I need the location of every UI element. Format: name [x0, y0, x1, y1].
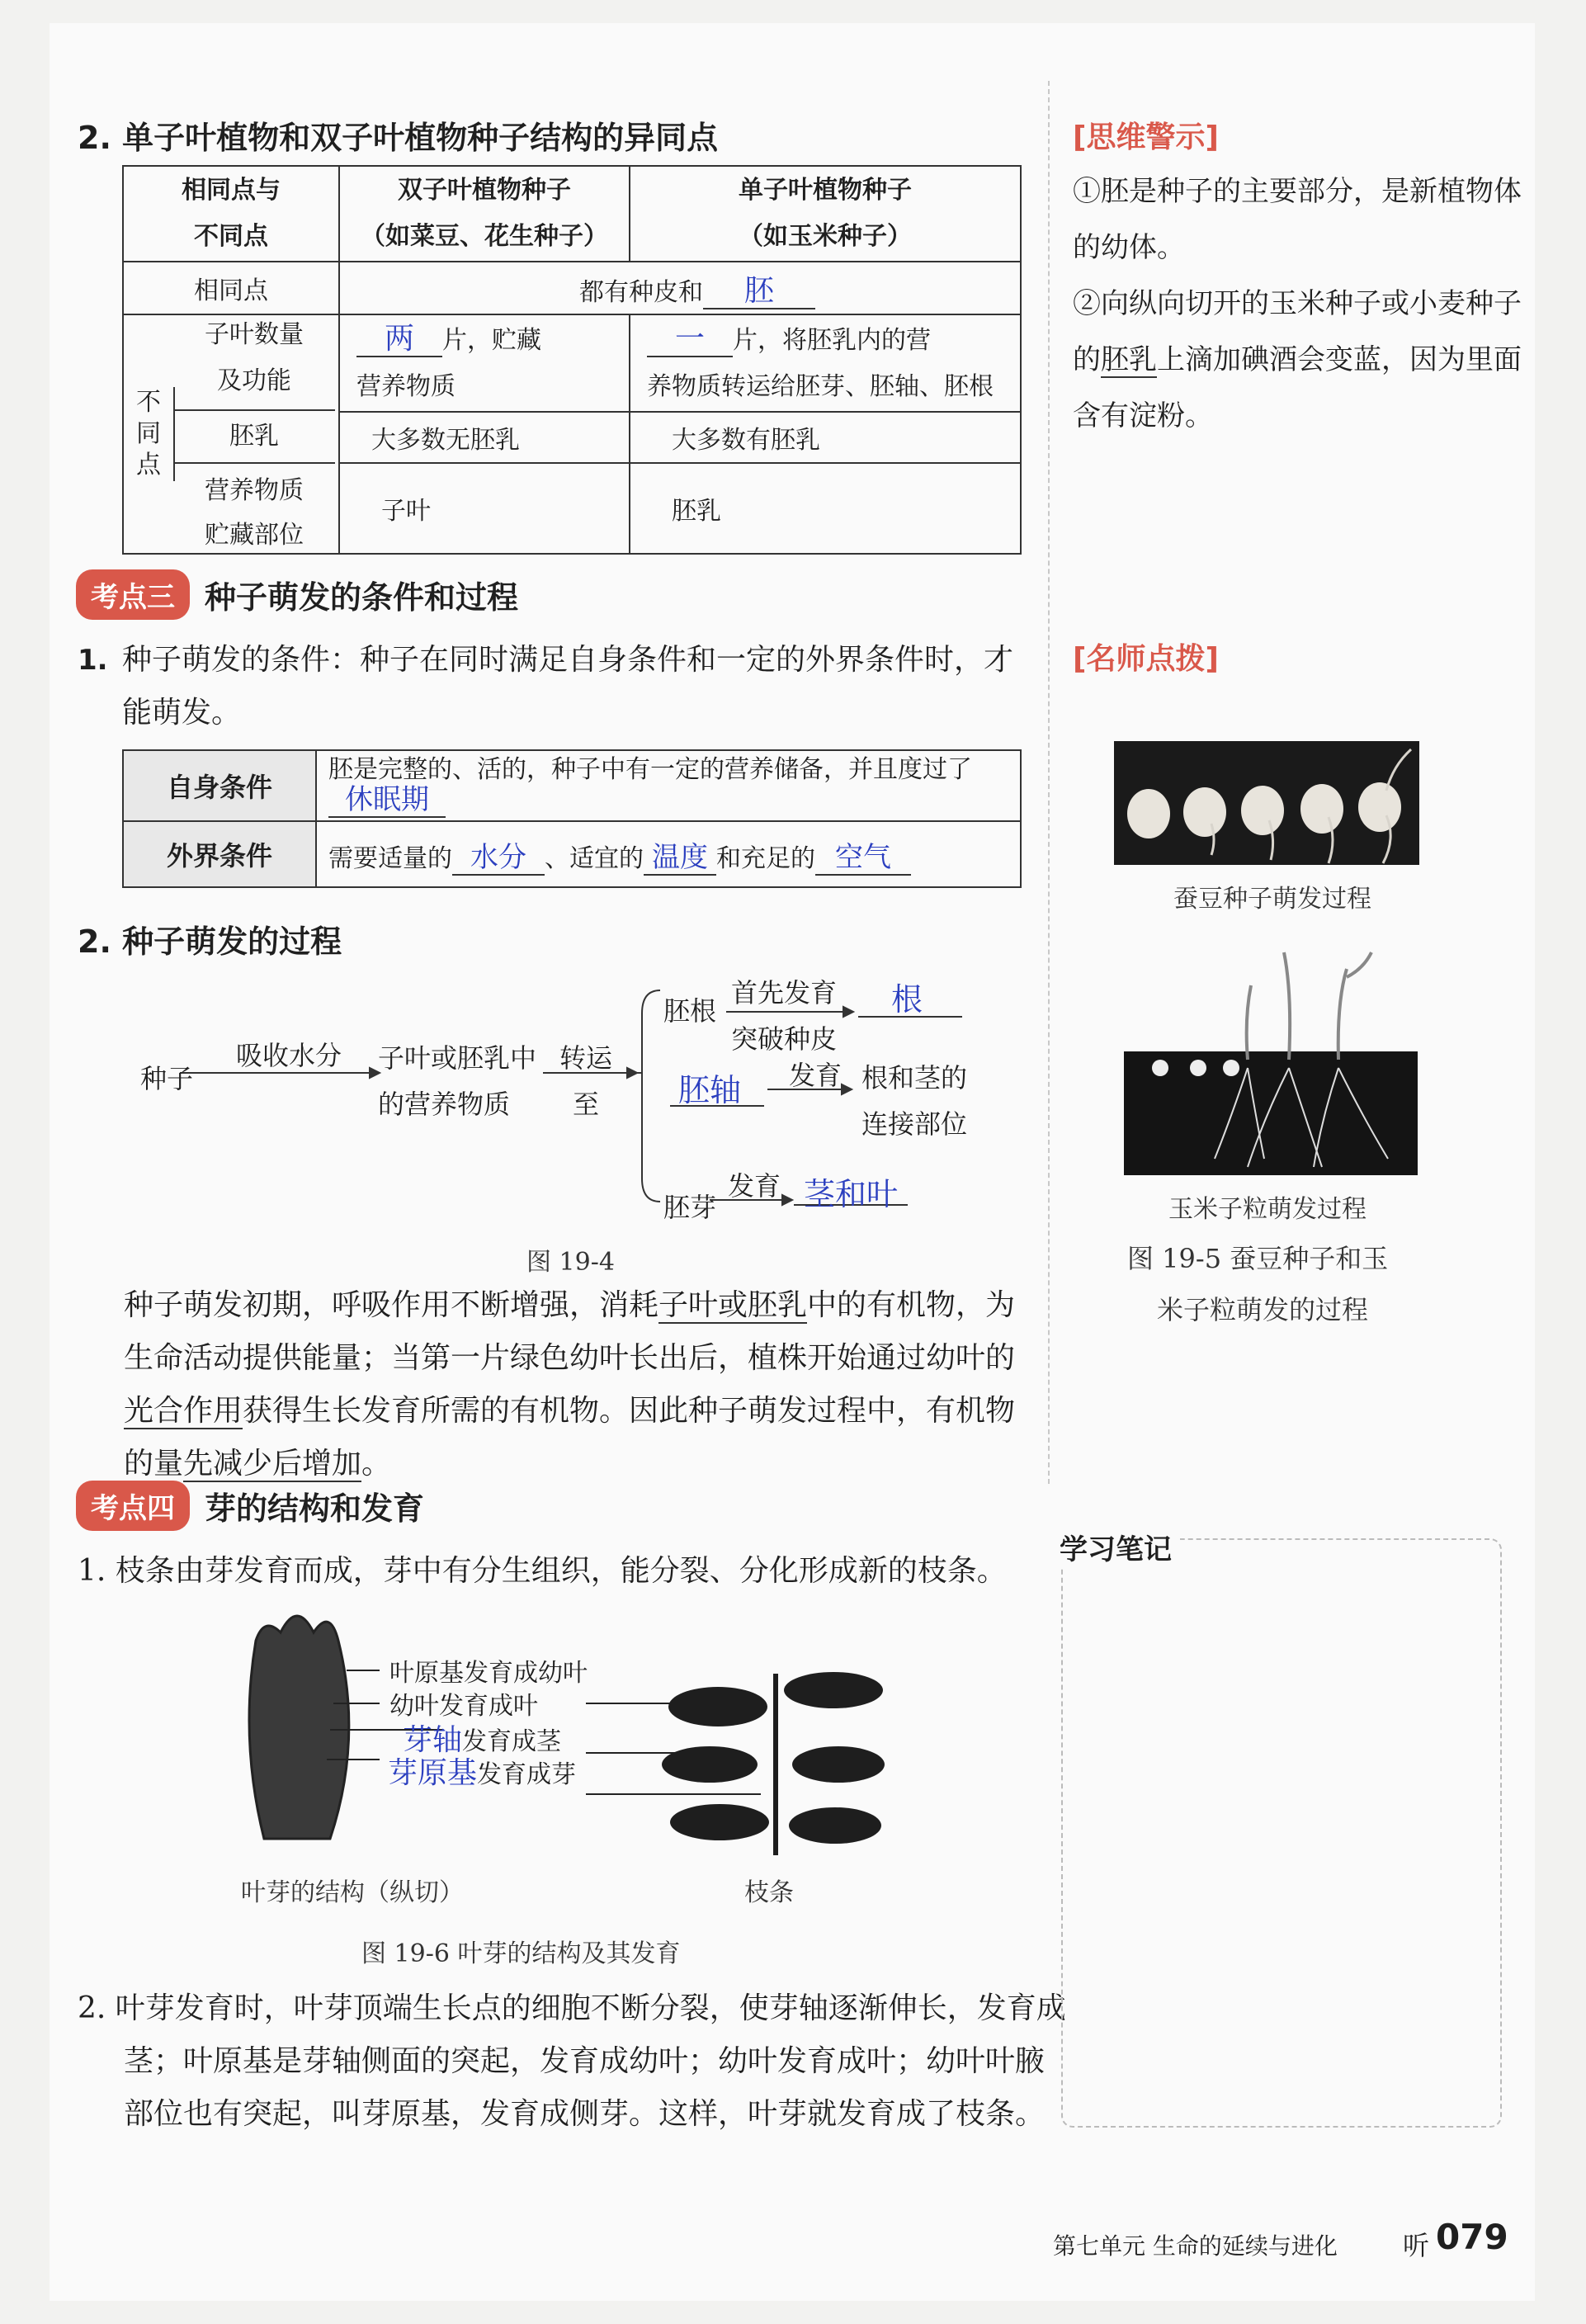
- caption-text: 米子粒萌发的过程: [1157, 1294, 1369, 1325]
- row-label: 胚乳: [173, 409, 335, 464]
- flow-text: 的营养物质: [378, 1089, 511, 1120]
- cell-text: 片，贮藏: [442, 326, 542, 355]
- underlined-text: 先减少后增加: [183, 1447, 362, 1481]
- sidebar-divider: [1048, 81, 1050, 1484]
- figure-caption: [1127, 1233, 1388, 1335]
- flow-label: 首先发育: [731, 977, 838, 1008]
- text: 上滴加碘酒会变蓝，因为里面含有淀粉。: [1073, 343, 1522, 432]
- row-label: 相同点: [123, 262, 339, 314]
- header-text: 双子叶植物种子: [398, 176, 571, 205]
- footer-listen: 听: [1403, 2230, 1430, 2261]
- paragraph: 1. 枝条由芽发育而成，芽中有分生组织，能分裂、分化形成新的枝条。: [78, 1554, 1007, 1588]
- cell: 大多数无胚乳: [339, 412, 630, 463]
- answer: 两: [356, 322, 442, 357]
- underlined-text: 子叶或胚乳: [658, 1288, 808, 1322]
- bud-label-text: 发育成茎: [462, 1727, 562, 1756]
- image-caption: 玉米子粒萌发过程: [1168, 1195, 1367, 1224]
- row-label-text: 贮藏部位: [205, 521, 304, 550]
- cell: 胚乳: [630, 463, 1021, 554]
- bean-seeds-illustration: [1114, 741, 1419, 865]
- bud-label: 幼叶发育成叶: [389, 1692, 538, 1721]
- bud-label-text: 发育成芽: [477, 1760, 577, 1789]
- answer: 一: [647, 322, 733, 357]
- text: 种子萌发初期，呼吸作用不断增强，消耗: [124, 1288, 659, 1322]
- flow-label: 发育: [789, 1060, 843, 1091]
- flow-node-radicle: 胚根: [663, 995, 717, 1027]
- bud-diagram: [50, 23, 1048, 2004]
- figure-label: 枝条: [744, 1878, 794, 1907]
- row-label: 外界条件: [123, 821, 316, 887]
- caption-text: 图 19-5 蚕豆种子和玉: [1127, 1243, 1389, 1274]
- header-text: （如菜豆、花生种子）: [361, 222, 608, 251]
- flow-node-seed: 种子: [140, 1063, 194, 1094]
- bud-label: 叶原基发育成幼叶: [389, 1659, 588, 1688]
- row-label-text: 营养物质: [205, 476, 304, 505]
- item-number: 1.: [78, 644, 108, 677]
- answer: 温度: [644, 841, 716, 876]
- flow-text: 连接部位: [861, 1108, 968, 1140]
- header-text: 单子叶植物种子: [739, 176, 912, 205]
- sidebar-text: [1073, 163, 1535, 444]
- notes-title: 学习笔记: [1060, 1527, 1180, 1567]
- row-label-text: 及功能: [217, 366, 291, 395]
- answer: 水分: [452, 841, 545, 876]
- sidebar-paragraph: ①胚是种子的主要部分，是新植物体的幼体。: [1073, 175, 1522, 264]
- flow-text: 转运: [559, 1042, 613, 1074]
- item-heading: 2. 种子萌发的过程: [78, 923, 342, 960]
- row-label: 不同点: [136, 388, 161, 479]
- answer: 胚: [703, 274, 815, 309]
- cell-text: 片，将胚乳内的营: [733, 326, 932, 355]
- cell-text: 都有种皮和: [579, 277, 703, 307]
- cell-text: 、适宜的: [545, 843, 644, 873]
- sidebar-title: [思维警示]: [1073, 120, 1219, 154]
- answer: 根: [891, 981, 923, 1018]
- section-title: 芽的结构和发育: [205, 1490, 425, 1527]
- section-title: 种子萌发的条件和过程: [205, 579, 519, 616]
- flow-label: 突破种皮: [731, 1023, 838, 1055]
- text: 。: [361, 1447, 392, 1481]
- cell-text: 营养物质: [356, 372, 456, 401]
- figure-label: 叶芽的结构（纵切）: [241, 1878, 464, 1907]
- page-number: 079: [1436, 2217, 1508, 2257]
- flow-text: 子叶或胚乳中: [378, 1042, 537, 1074]
- flow-label: 吸收水分: [236, 1040, 342, 1071]
- cell-text: 胚是完整的、活的，种子中有一定的营养储备，并且度过了: [328, 755, 972, 784]
- notes-box[interactable]: [1061, 1538, 1502, 2128]
- flow-text: 至: [573, 1089, 600, 1120]
- sidebar-paragraph: [1073, 276, 1535, 444]
- cell: 子叶: [339, 463, 630, 554]
- sidebar-title: [名师点拨]: [1073, 642, 1219, 676]
- row-label-text: 子叶数量: [205, 320, 304, 349]
- answer: 芽轴: [403, 1723, 463, 1757]
- broad-bean-germination-image: [1114, 741, 1419, 865]
- section-badge: 考点四: [76, 1481, 190, 1531]
- underlined-text: 胚乳: [1101, 343, 1157, 376]
- section-badge: 考点三: [76, 569, 190, 620]
- cell-text: 养物质转运给胚芽、胚轴、胚根: [647, 372, 994, 401]
- figure-caption: 图 19-6 叶芽的结构及其发育: [361, 1939, 681, 1968]
- header-text: 不同点: [194, 222, 268, 251]
- corn-seedlings-illustration: [1124, 944, 1418, 1175]
- paragraph-text: 种子萌发的条件：种子在同时满足自身条件和一定的外界条件时，才能萌发。: [122, 643, 1014, 730]
- answer: 休眠期: [328, 783, 446, 818]
- cell-text: 需要适量的: [328, 843, 452, 873]
- answer: 芽原基: [388, 1756, 478, 1790]
- flow-label: 发育: [728, 1170, 781, 1202]
- flow-text: 根和茎的: [861, 1062, 968, 1094]
- bud-illustration: [50, 23, 1048, 2004]
- item-heading: 2. 单子叶植物和双子叶植物种子结构的异同点: [78, 120, 719, 156]
- underlined-text: 光合作用: [124, 1394, 243, 1428]
- image-caption: 蚕豆种子萌发过程: [1173, 885, 1371, 914]
- footer-unit: 第七单元 生命的延续与进化: [1053, 2232, 1338, 2260]
- header-text: 相同点与: [182, 176, 281, 205]
- answer: 胚轴: [678, 1072, 742, 1108]
- corn-germination-image: [1124, 944, 1418, 1175]
- text: 中的有机物，为生命活动提供能量；当第一片绿色幼叶长出后，植株开始通过幼叶的: [124, 1288, 1016, 1375]
- flow-node-plumule: 胚芽: [663, 1192, 717, 1223]
- paragraph: 2. 叶芽发育时，叶芽顶端生长点的细胞不断分裂，使芽轴逐渐伸长，发育成茎；叶原基是芽轴侧面的突起，发育成幼叶；幼叶发育成叶；幼叶叶腋部位也有突起，叫芽原基，发育成侧芽。这样，叶芽就发育成了枝条。: [78, 1991, 1066, 2131]
- cell: 大多数有胚乳: [630, 412, 1021, 463]
- answer: 空气: [815, 841, 911, 876]
- figure-caption: 图 19-4: [526, 1248, 615, 1277]
- row-label: 自身条件: [123, 750, 316, 821]
- text: ②向纵向切开的玉米种子或小麦种子的: [1073, 287, 1522, 376]
- answer: 茎和叶: [804, 1176, 899, 1212]
- bud-label: [388, 1750, 576, 1792]
- header-text: （如玉米种子）: [739, 222, 912, 251]
- page: [50, 23, 1535, 2301]
- text: 获得生长发育所需的有机物。因此种子萌发过程中，有机物的量: [124, 1394, 1016, 1481]
- cell-text: 和充足的: [716, 843, 815, 873]
